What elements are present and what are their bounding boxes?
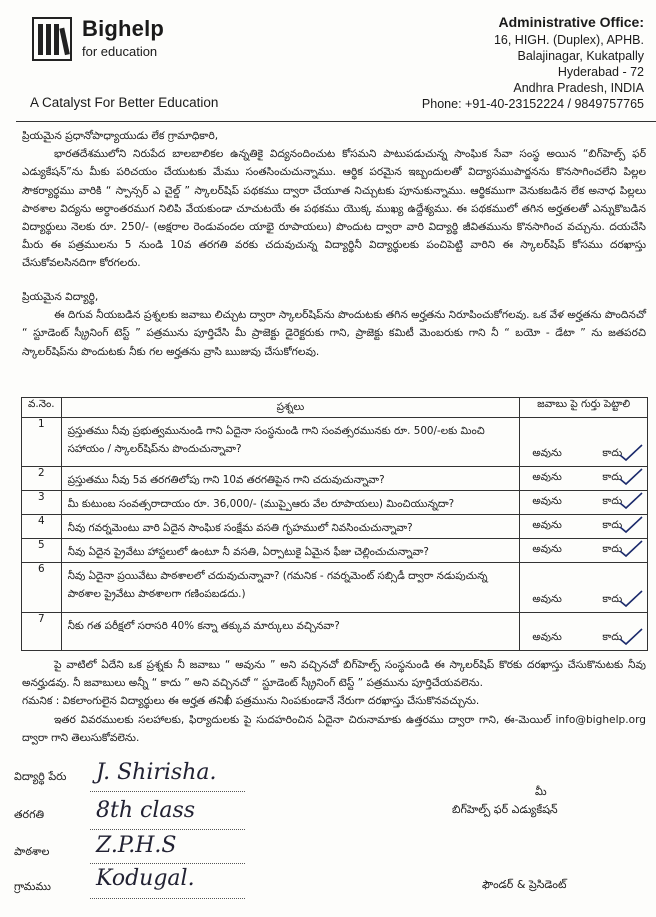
name-label: విద్యార్థి పేరు: [14, 770, 67, 783]
question-text: ప్రస్తుతము నీవు ప్రభుత్వమునుండి గాని ఏదైనా సంస్థనుండి గాని సంవత్సరమునకు రూ. 500/-లకు మించి సహాయం / స్కాలర్‌షిప్‌ను పొందుచున్నావా?: [61, 418, 520, 467]
table-row: [22, 539, 648, 563]
student-paragraph: ఈ దిగువ నీయబడిన ప్రశ్నలకు జవాబు లిచ్చుట ద్వారా స్కాలర్‌షిప్‌ను పొందుటకు తగిన అర్హతను నిరూపించుకోగలవు. ఒక వేళ అర్హతను పొందినచో “ స్టూడెంట్ స్క్రీనింగ్ టెస్ట్ ” పత్రమును పూర్తిచేసి మీ ప్రాజెక్టు డైరెక్టరుకు గాని, ప్రాజెక్టు కమిటీ మెంబరుకు గాని నీ “ బయో - డేటా ” ను జతపరచి స్కాలర్‌షిప్‌ను పొందుటకు నీకు గల అర్హతను వ్రాసి ఋజువు చేసుకోగలవు.: [22, 309, 646, 358]
office-line: 16, HIGH. (Duplex), APHB.: [493, 33, 644, 47]
answer-yes[interactable]: అవును: [532, 519, 562, 531]
answer-cell: [520, 563, 648, 613]
answer-no[interactable]: కాదు: [602, 471, 623, 483]
bighelp-logo-icon: [30, 14, 74, 64]
answer-cell: [520, 515, 648, 539]
class-value: 8th class: [96, 798, 196, 823]
answer-no[interactable]: కాదు: [602, 593, 623, 605]
answer-yes[interactable]: అవును: [532, 593, 562, 605]
office-line: Andhra Pradesh, INDIA: [513, 81, 644, 95]
office-phone: Phone: +91-40-23152224 / 9849757765: [421, 97, 644, 111]
note-disabled: గమనిక : వికలాంగులైన విద్యార్థులు ఈ అర్హత తనిఖీ పత్రమును నింపకుండానే నేరుగా దరఖాస్తు చేసుకొనవచ్చును.: [22, 695, 480, 708]
answer-cell: [520, 467, 648, 491]
answer-cell: [520, 539, 648, 563]
signoff-title: ఫౌండర్ & ప్రెసిడెంట్: [482, 878, 567, 891]
signoff-org: బిగ్‌హెల్ప్ ఫర్ ఎడ్యుకేషన్: [452, 803, 558, 816]
checkmark-icon: [618, 590, 644, 608]
answer-no[interactable]: కాదు: [602, 495, 623, 507]
office-line: Hyderabad - 72: [557, 65, 644, 79]
question-number: 7: [22, 613, 62, 651]
salutation-headmaster: ప్రియమైన ప్రధానోపాధ్యాయుడు లేక గ్రామాధికారి,: [22, 130, 219, 142]
intro-paragraph: భారతదేశములోని నిరుపేద బాలబాలికల ఉన్నతికై విద్యనందించుట కోసమని పాటుపడుచున్న సాంఘిక సేవా సంస్థ అయిన “బిగ్‌హెల్ప్ ఫర్ ఎడ్యుకేషన్”ను మీకు పరిచయం చేయుటకు మేము సంతసించుచున్నాము. ఆర్థిక పరమైన ఇబ్బందులతో విద్యాసముపార్జనను కొనసాగించలేని పిల్లల సౌకర్యార్థము వారికి “ స్పాన్సర్ ఎ చైల్డ్ ” స్కాలర్‌షిప్ పథకము ద్వారా చేయూత నిచ్చుటకు పూనుకున్నాము. ఆర్థికముగా వెనుకబడిన లేక అనాధ పిల్లలు పాఠశాల విద్యను అర్ధాంతరముగ నిలిపి వేయకుండా చూచుటయే ఈ పథకము యొక్క ముఖ్య ఉద్దేశ్యము. ఈ పథకములో తగిన అర్హతలతో ఎన్నుకొబడిన విద్యార్థులు నెలకు రూ. 250/- (అక్షరాల రెండువందల యాభై రూపాయలు) పొందుట ద్వారా వారి విద్యార్థి జీవితమును కొనసాగించ వచ్చును. దయచేసి మీరు ఈ పత్రములను 5 నుండి 10వ తరగతి వరకు చదువుచున్న విద్యార్థినీ విద్యార్థులకు పంచిపెట్టి వారిని ఈ స్కాలర్‌షిప్ కోసము దరఖాస్తు చేసుకోవలసినదిగా కోరగలరు.: [22, 148, 646, 270]
table-row: [22, 613, 648, 651]
answer-yes[interactable]: అవును: [532, 631, 562, 643]
answer-yes[interactable]: అవును: [532, 471, 562, 483]
checkmark-icon: [618, 444, 644, 462]
question-text: నీవు గవర్నమెంటు వారి ఏదైన సాంఘిక సంక్షేమ వసతి గృహములో నివసించుచున్నావా?: [61, 515, 520, 539]
answer-yes[interactable]: అవును: [532, 495, 562, 507]
village-label: గ్రామము: [14, 880, 51, 893]
answer-no[interactable]: కాదు: [602, 519, 623, 531]
school-line: [90, 862, 245, 864]
name-line: [90, 790, 245, 792]
class-line: [90, 828, 245, 830]
answer-no[interactable]: కాదు: [602, 543, 623, 555]
question-number: 3: [22, 491, 62, 515]
signoff-mee: మీ: [535, 785, 547, 798]
table-row: [22, 467, 648, 491]
office-address: [422, 14, 644, 112]
question-text: నీవు ఏదైనా ప్రయివేటు పాఠశాలలో చదువుచున్నావా? (గమనిక - గవర్నమెంట్ సబ్సిడీ ద్వారా నడుపుచున్న పాఠశాల ప్రైవేటు పాఠశాలగా గణింపబడదు.): [61, 563, 520, 613]
col-number-header: వ.నెం.: [22, 398, 62, 418]
school-value: Z.P.H.S: [96, 833, 177, 858]
eligibility-table: [21, 397, 648, 651]
checkmark-icon: [618, 516, 644, 534]
checkmark-icon: [618, 540, 644, 558]
question-number: 1: [22, 418, 62, 467]
note-eligibility: పై వాటిలో ఏదేని ఒక ప్రశ్నకు నీ జవాబు “ అవును ” అని వచ్చినచో బిగ్‌హెల్ప్ సంస్థనుండి ఈ స్కాలర్‌షిప్ కొరకు దరఖాస్తు చేసుకొనుటకు నీవు అనర్హుడవు. నీ జవాబులు అన్నీ “ కాదు ” అని వచ్చినచో “ స్టూడెంట్ స్క్రీనింగ్ టెస్ట్ ” పత్రమును పూర్తిచేయవలెను.: [22, 659, 646, 690]
checkmark-icon: [618, 492, 644, 510]
village-value: Kodugal.: [96, 866, 195, 891]
table-header: [22, 398, 648, 418]
answer-yes[interactable]: అవును: [532, 447, 562, 459]
answer-no[interactable]: కాదు: [602, 631, 623, 643]
answer-cell: [520, 418, 648, 467]
letter-block: [22, 127, 646, 273]
class-label: తరగతి: [14, 808, 45, 821]
question-text: ప్రస్తుతము నీవు 5వ తరగతిలోపు గాని 10వ తరగతిపైన గాని చదువుచున్నావా?: [61, 467, 520, 491]
answer-cell: [520, 613, 648, 651]
brand-name: Bighelp: [82, 16, 165, 41]
brand-subtitle: for education: [82, 44, 158, 59]
question-number: 6: [22, 563, 62, 613]
checkmark-icon: [618, 628, 644, 646]
tagline: A Catalyst For Better Education: [30, 95, 219, 110]
question-number: 5: [22, 539, 62, 563]
salutation-student: ప్రియమైన విద్యార్థి,: [22, 291, 99, 303]
col-answer-header: జవాబు పై గుర్తు పెట్టాలి: [520, 398, 648, 418]
answer-no[interactable]: కాదు: [602, 447, 623, 459]
student-name-value: J. Shirisha.: [96, 760, 217, 785]
notes-block: [22, 656, 646, 747]
question-text: నీవు ఏదైన ప్రైవేటు హాస్టలులో ఉంటూ నీ వసతి, ఏర్పాటుకై ఏమైన ఫీజు చెల్లించుచున్నావా?: [61, 539, 520, 563]
col-question-header: ప్రశ్నలు: [61, 398, 520, 418]
village-line: [90, 897, 245, 899]
office-title: Administrative Office:: [498, 14, 644, 30]
header-divider: [16, 121, 656, 122]
student-block: [22, 288, 646, 361]
question-number: 4: [22, 515, 62, 539]
table-row: [22, 491, 648, 515]
question-number: 2: [22, 467, 62, 491]
answer-yes[interactable]: అవును: [532, 543, 562, 555]
question-text: మీ కుటుంబ సంవత్సరాదాయం రూ. 36,000/- (ముప్పైఆరు వేల రూపాయలు) మించియున్నదా?: [61, 491, 520, 515]
table-row: [22, 515, 648, 539]
table-row: [22, 563, 648, 613]
question-text: నీకు గత పరీక్షలో సరాసరి 40% కన్నా తక్కువ మార్కులు వచ్చినవా?: [61, 613, 520, 651]
note-contact: ఇతర వివరములకు సలహాలకు, ఫిర్యాదులకు పై సుదహరించిన ఏదైనా చిరునామాకు ఉత్తరము ద్వారా గాని, ఈ-మెయిల్ info@bighelp.org ద్వారా గాని తెలుసుకోవలెను.: [22, 713, 646, 744]
answer-cell: [520, 491, 648, 515]
school-label: పాఠశాల: [14, 845, 50, 858]
office-line: Balajinagar, Kukatpally: [517, 49, 644, 63]
table-row: [22, 418, 648, 467]
checkmark-icon: [618, 468, 644, 486]
